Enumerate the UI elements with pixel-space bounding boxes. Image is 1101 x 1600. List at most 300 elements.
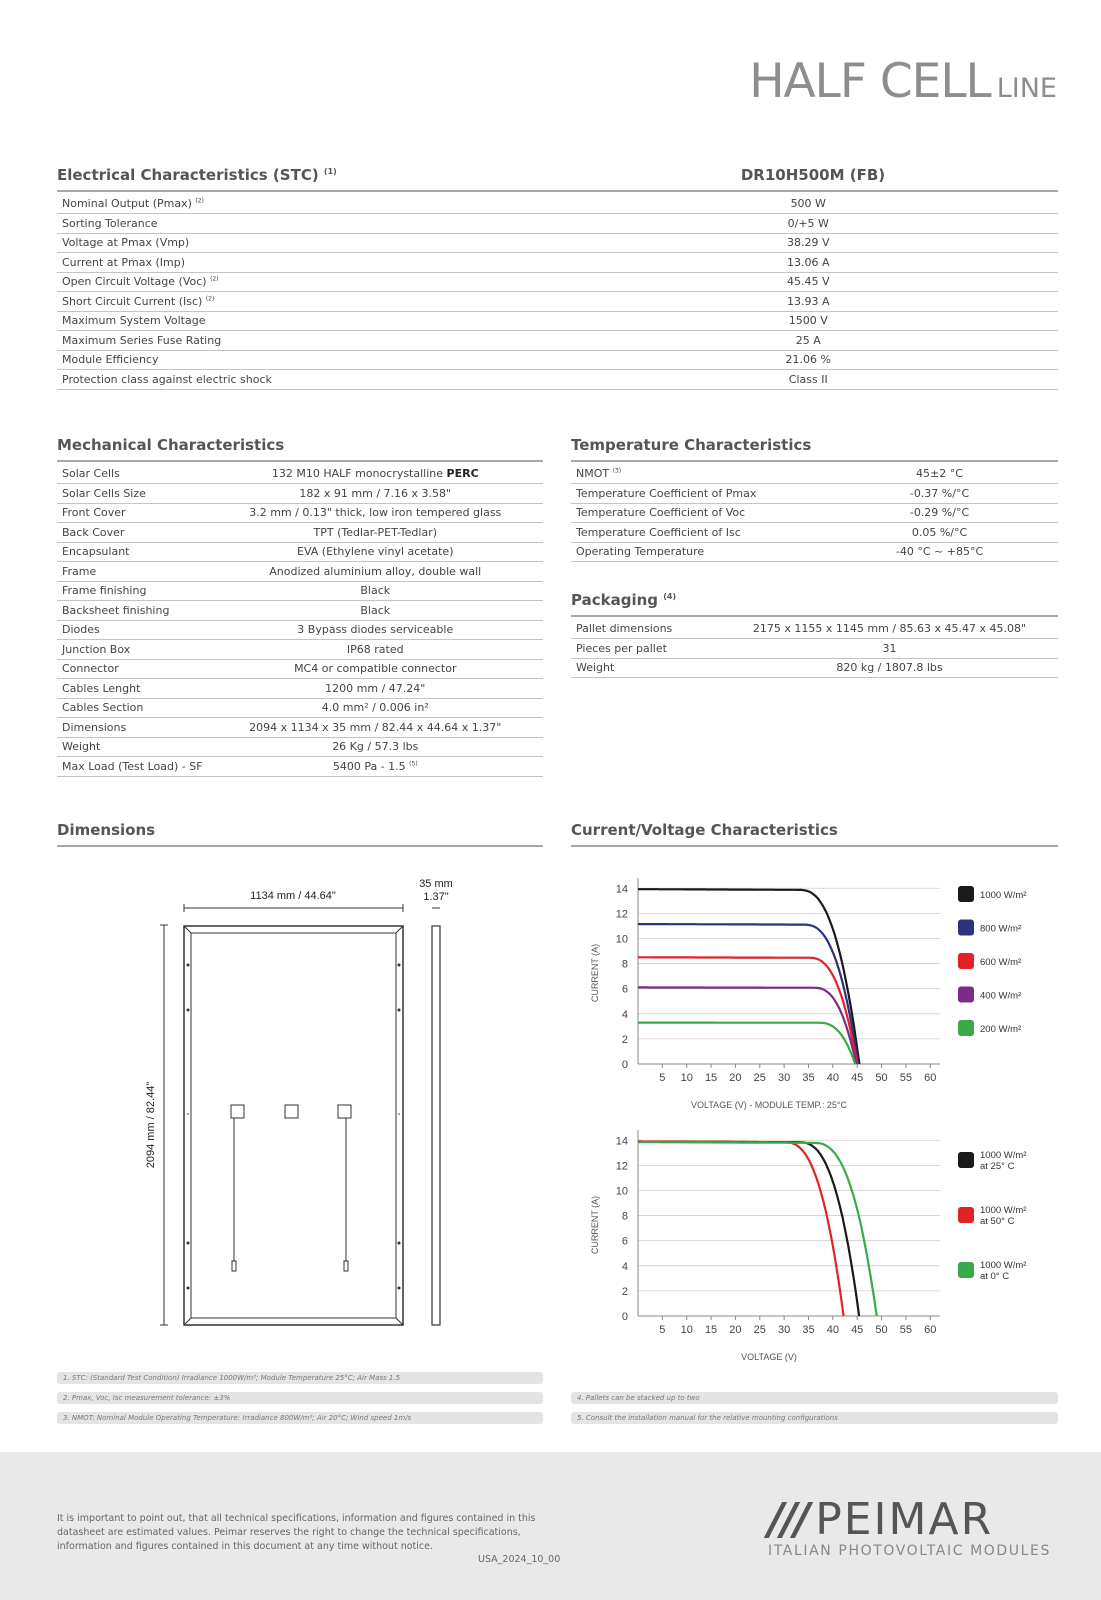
spec-label: Maximum System Voltage bbox=[62, 314, 206, 328]
spec-label: Pallet dimensions bbox=[576, 622, 673, 635]
spec-note: (2) bbox=[195, 197, 204, 205]
spec-label: Back Cover bbox=[62, 525, 125, 539]
x-tick-label: 35 bbox=[802, 1324, 815, 1336]
spec-row bbox=[571, 542, 1058, 562]
spec-label: Solar Cells Size bbox=[62, 486, 146, 500]
spec-value: 13.93 A bbox=[787, 294, 830, 308]
spec-value: Black bbox=[360, 584, 391, 598]
x-tick-label: 45 bbox=[851, 1324, 864, 1336]
spec-value-cell bbox=[208, 679, 543, 699]
spec-value-cell bbox=[721, 639, 1058, 659]
iv-title: Current/Voltage Characteristics bbox=[571, 821, 1058, 847]
legend-swatch bbox=[958, 1020, 974, 1036]
spec-value-cell bbox=[208, 659, 543, 679]
connector-left bbox=[232, 1261, 236, 1271]
notes-left bbox=[57, 1372, 543, 1432]
legend-swatch bbox=[958, 1207, 974, 1223]
spec-label: Maximum Series Fuse Rating bbox=[62, 333, 222, 347]
spec-label: NMOT bbox=[576, 467, 610, 480]
x-tick-label: 50 bbox=[875, 1072, 888, 1084]
spec-value-cell bbox=[559, 214, 1058, 234]
spec-value: 45±2 °C bbox=[916, 467, 963, 480]
packaging-table bbox=[571, 619, 1058, 678]
spec-label-cell bbox=[571, 503, 821, 523]
logo-tagline: ITALIAN PHOTOVOLTAIC MODULES bbox=[768, 1543, 1051, 1559]
spec-label: Diodes bbox=[62, 623, 100, 637]
spec-value-cell bbox=[559, 272, 1058, 292]
spec-value: MC4 or compatible connector bbox=[294, 662, 457, 676]
spec-value: 25 A bbox=[795, 333, 821, 347]
legend-swatch bbox=[958, 953, 974, 969]
spec-label-cell bbox=[57, 233, 559, 253]
iv-chart-irradiance bbox=[580, 872, 1060, 1114]
electrical-section bbox=[57, 166, 1058, 390]
spec-row bbox=[57, 292, 1058, 312]
footnote: 4. Pallets can be stacked up to two bbox=[571, 1392, 1058, 1404]
footnote: 3. NMOT: Nominal Module Operating Temperature: Irradiance 800W/m²; Air 20°C; Wind speed 1m/s bbox=[57, 1412, 543, 1424]
spec-label-cell bbox=[571, 484, 821, 504]
packaging-title: Packaging bbox=[571, 591, 658, 609]
spec-label: Short Circuit Current (Isc) bbox=[62, 294, 203, 308]
spec-value: 3 Bypass diodes serviceable bbox=[297, 623, 454, 637]
x-tick-label: 20 bbox=[729, 1072, 742, 1084]
spec-label-cell bbox=[571, 542, 821, 562]
legend-label: 200 W/m² bbox=[980, 1024, 1022, 1035]
spec-label-cell bbox=[57, 601, 208, 621]
legend-label-sub: at 0° C bbox=[980, 1271, 1010, 1282]
spec-value: 45.45 V bbox=[787, 275, 830, 289]
junction-box-left bbox=[231, 1105, 244, 1118]
series-line bbox=[638, 987, 856, 1064]
spec-value-cell bbox=[559, 331, 1058, 351]
spec-value: EVA (Ethylene vinyl acetate) bbox=[297, 545, 454, 559]
x-tick-label: 30 bbox=[778, 1324, 791, 1336]
spec-row bbox=[571, 523, 1058, 543]
packaging-section bbox=[571, 591, 1058, 678]
y-axis-label: CURRENT (A) bbox=[590, 1195, 600, 1255]
spec-label: Pieces per pallet bbox=[576, 641, 667, 655]
iv-chart-irradiance-svg bbox=[580, 872, 1060, 1110]
spec-label: Cables Section bbox=[62, 701, 144, 715]
series-line bbox=[638, 1142, 844, 1317]
y-tick-label: 8 bbox=[621, 1210, 628, 1223]
spec-value-cell bbox=[208, 601, 543, 621]
spec-value-cell bbox=[559, 253, 1058, 273]
spec-row bbox=[57, 370, 1058, 390]
spec-label-cell bbox=[57, 737, 208, 757]
spec-row bbox=[571, 464, 1058, 484]
spec-value: 1200 mm / 47.24" bbox=[325, 681, 426, 695]
logo-text: PEIMAR bbox=[815, 1494, 994, 1545]
frame-corner bbox=[396, 926, 403, 933]
spec-label: Weight bbox=[576, 661, 615, 675]
page-header bbox=[749, 54, 1057, 109]
legend-label-sub: at 50° C bbox=[980, 1216, 1015, 1227]
spec-label: Nominal Output (Pmax) bbox=[62, 197, 192, 210]
spec-label-cell bbox=[57, 679, 208, 699]
spec-value-cell bbox=[208, 718, 543, 738]
frame-corner bbox=[396, 1318, 403, 1325]
module-drawing bbox=[130, 868, 470, 1342]
legend-swatch bbox=[958, 1152, 974, 1168]
spec-label: Sorting Tolerance bbox=[62, 216, 158, 230]
mounting-holes bbox=[187, 964, 401, 1290]
spec-row bbox=[57, 194, 1058, 214]
spec-label-cell bbox=[57, 292, 559, 312]
spec-value: Class II bbox=[788, 372, 828, 386]
spec-row bbox=[57, 698, 543, 718]
frame-corner bbox=[184, 926, 191, 933]
x-tick-label: 55 bbox=[899, 1072, 913, 1084]
spec-label-cell bbox=[57, 370, 559, 390]
spec-value-cell bbox=[208, 620, 543, 640]
y-tick-label: 10 bbox=[615, 933, 628, 946]
y-tick-label: 4 bbox=[621, 1260, 628, 1273]
spec-value-cell bbox=[208, 523, 543, 543]
spec-label-cell bbox=[57, 331, 559, 351]
module-frame-inner bbox=[191, 933, 396, 1318]
packaging-header bbox=[571, 591, 1058, 617]
spec-row bbox=[57, 503, 543, 523]
model-name: DR10H500M (FB) bbox=[740, 166, 886, 184]
depth-label-mm: 35 mm bbox=[419, 878, 453, 890]
x-tick-label: 50 bbox=[875, 1324, 888, 1336]
module-frame-outer bbox=[184, 926, 403, 1325]
spec-label: Weight bbox=[62, 740, 101, 754]
spec-label: Connector bbox=[62, 662, 119, 676]
legend-label: 400 W/m² bbox=[980, 990, 1022, 1002]
series-line bbox=[638, 957, 857, 1064]
spec-value: 3.2 mm / 0.13" thick, low iron tempered glass bbox=[249, 506, 502, 520]
spec-label-cell bbox=[57, 698, 208, 718]
spec-value: TPT (Tedlar-PET-Tedlar) bbox=[313, 525, 438, 539]
x-tick-label: 40 bbox=[826, 1324, 839, 1336]
iv-chart-temperature bbox=[580, 1124, 1060, 1366]
spec-label-cell bbox=[571, 619, 721, 639]
spec-value-cell bbox=[559, 194, 1058, 214]
spec-row bbox=[57, 253, 1058, 273]
footnote: 2. Pmax, Voc, Isc measurement tolerance: ±3% bbox=[57, 1392, 543, 1404]
legend-swatch bbox=[958, 886, 974, 902]
spec-row bbox=[57, 757, 543, 777]
spec-row bbox=[57, 640, 543, 660]
spec-value-cell bbox=[208, 542, 543, 562]
dimensions-title: Dimensions bbox=[57, 821, 543, 847]
x-tick-label: 40 bbox=[826, 1072, 839, 1084]
spec-label-cell bbox=[571, 658, 721, 678]
electrical-header bbox=[57, 166, 1058, 192]
dimensions-section bbox=[57, 821, 543, 847]
spec-value-cell bbox=[821, 484, 1058, 504]
x-tick-label: 45 bbox=[851, 1072, 864, 1084]
height-label: 2094 mm / 82.44" bbox=[145, 1081, 157, 1169]
spec-label-cell bbox=[57, 253, 559, 273]
spec-label-cell bbox=[57, 484, 208, 504]
spec-value-cell bbox=[559, 370, 1058, 390]
spec-value-cell bbox=[208, 581, 543, 601]
peimar-logo bbox=[768, 1494, 1058, 1559]
spec-label-cell bbox=[57, 194, 559, 214]
spec-label: Temperature Coefficient of Pmax bbox=[576, 486, 757, 500]
temperature-title: Temperature Characteristics bbox=[571, 436, 1058, 462]
mechanical-table bbox=[57, 464, 543, 777]
spec-row bbox=[57, 718, 543, 738]
spec-value-cell bbox=[208, 464, 543, 484]
header-title: HALF CELL bbox=[749, 54, 991, 109]
module-side-profile bbox=[432, 926, 440, 1325]
y-tick-label: 10 bbox=[615, 1185, 628, 1198]
junction-box-right bbox=[338, 1105, 351, 1118]
spec-row bbox=[571, 503, 1058, 523]
temperature-table bbox=[571, 464, 1058, 562]
spec-row bbox=[571, 484, 1058, 504]
spec-label: Junction Box bbox=[62, 642, 131, 656]
depth-label-in: 1.37" bbox=[423, 891, 449, 903]
y-tick-label: 12 bbox=[615, 1160, 628, 1173]
legend-swatch bbox=[958, 1262, 974, 1278]
spec-value: -0.29 %/°C bbox=[909, 506, 970, 520]
spec-value: 5400 Pa - 1.5 bbox=[332, 759, 406, 773]
spec-row bbox=[57, 581, 543, 601]
iv-section bbox=[571, 821, 1058, 847]
footnote: 5. Consult the installation manual for the relative mounting configurations bbox=[571, 1412, 1058, 1424]
legend-swatch bbox=[958, 920, 974, 936]
x-tick-label: 5 bbox=[659, 1072, 666, 1084]
spec-value: 21.06 % bbox=[785, 353, 831, 367]
y-tick-label: 0 bbox=[621, 1059, 628, 1071]
spec-row bbox=[57, 350, 1058, 370]
x-axis-label: VOLTAGE (V) - MODULE TEMP.: 25°C bbox=[691, 1100, 847, 1110]
footer-disclaimer: It is important to point out, that all technical specifications, information and figures contained in this datasheet are estimated values. Peimar reserves the right to change the technical specifications, information and figures contained in this document at any time without notice. bbox=[57, 1513, 536, 1552]
electrical-title: Electrical Characteristics (STC) bbox=[57, 166, 319, 184]
spec-value: IP68 rated bbox=[346, 642, 404, 656]
spec-note: (2) bbox=[205, 295, 215, 303]
spec-value-cell bbox=[821, 464, 1058, 484]
spec-row bbox=[57, 272, 1058, 292]
spec-value-cell bbox=[821, 503, 1058, 523]
legend-label: 800 W/m² bbox=[980, 923, 1022, 935]
spec-value: 4.0 mm² / 0.006 in² bbox=[321, 701, 429, 715]
spec-row bbox=[57, 331, 1058, 351]
spec-label: Solar Cells bbox=[62, 467, 120, 480]
legend-label: 600 W/m² bbox=[980, 957, 1022, 968]
spec-label: Protection class against electric shock bbox=[62, 372, 272, 386]
spec-value-cell bbox=[721, 619, 1058, 639]
spec-value: 26 Kg / 57.3 lbs bbox=[332, 740, 419, 754]
legend-label: 1000 W/m² bbox=[980, 1205, 1027, 1216]
x-tick-label: 35 bbox=[802, 1072, 815, 1084]
x-tick-label: 55 bbox=[899, 1324, 913, 1336]
spec-label-cell bbox=[57, 350, 559, 370]
spec-label: Current at Pmax (Imp) bbox=[62, 255, 185, 269]
x-tick-label: 25 bbox=[753, 1072, 766, 1084]
spec-label-cell bbox=[57, 523, 208, 543]
spec-row bbox=[571, 619, 1058, 639]
footnote: 1. STC: (Standard Test Condition) Irradiance 1000W/m²; Module Temperature 25°C; Air Mass 1.5 bbox=[57, 1372, 543, 1384]
legend-label: 1000 W/m² bbox=[980, 1260, 1027, 1271]
spec-value-cell bbox=[559, 292, 1058, 312]
spec-value-cell bbox=[559, 311, 1058, 331]
spec-label: Backsheet finishing bbox=[62, 603, 170, 617]
spec-value-cell bbox=[208, 484, 543, 504]
temperature-section bbox=[571, 436, 1058, 562]
spec-label-cell bbox=[571, 464, 821, 484]
connector-right bbox=[344, 1261, 348, 1271]
spec-label-cell bbox=[57, 757, 208, 777]
spec-value-cell bbox=[208, 503, 543, 523]
spec-label-cell bbox=[57, 214, 559, 234]
spec-row bbox=[57, 679, 543, 699]
spec-label-cell bbox=[57, 562, 208, 582]
spec-row bbox=[57, 233, 1058, 253]
y-tick-label: 6 bbox=[621, 1235, 628, 1248]
spec-value-cell bbox=[821, 523, 1058, 543]
frame-corner bbox=[184, 1318, 191, 1325]
spec-row bbox=[57, 214, 1058, 234]
spec-row bbox=[57, 659, 543, 679]
footer bbox=[0, 1452, 1101, 1600]
spec-label-cell bbox=[57, 311, 559, 331]
spec-label-cell bbox=[57, 620, 208, 640]
spec-value: 2175 x 1155 x 1145 mm / 85.63 x 45.47 x 45.08" bbox=[752, 622, 1027, 635]
iv-chart-temperature-svg bbox=[580, 1124, 1060, 1362]
spec-value: 500 W bbox=[790, 197, 826, 210]
spec-row bbox=[57, 562, 543, 582]
x-tick-label: 15 bbox=[704, 1072, 718, 1084]
y-tick-label: 4 bbox=[621, 1008, 628, 1021]
spec-label-cell bbox=[57, 718, 208, 738]
spec-label-cell bbox=[57, 542, 208, 562]
x-tick-label: 15 bbox=[704, 1324, 718, 1336]
spec-value-note: (5) bbox=[409, 760, 418, 768]
document-code: USA_2024_10_00 bbox=[478, 1554, 561, 1565]
spec-label: Encapsulant bbox=[62, 545, 130, 559]
spec-value: Anodized aluminium alloy, double wall bbox=[269, 564, 482, 578]
legend-label: 1000 W/m² bbox=[980, 890, 1027, 901]
spec-value-cell bbox=[208, 737, 543, 757]
spec-label: Open Circuit Voltage (Voc) bbox=[62, 275, 207, 289]
spec-value-cell bbox=[721, 658, 1058, 678]
spec-value: -40 °C ~ +85°C bbox=[895, 545, 984, 559]
logo-slashes: /// bbox=[768, 1494, 808, 1545]
electrical-title-note: (1) bbox=[323, 167, 337, 176]
spec-note: (3) bbox=[612, 467, 622, 475]
x-tick-label: 10 bbox=[680, 1324, 693, 1336]
width-label: 1134 mm / 44.64" bbox=[250, 890, 336, 902]
spec-label: Frame finishing bbox=[62, 584, 147, 598]
x-tick-label: 5 bbox=[659, 1324, 666, 1336]
spec-value: 0/+5 W bbox=[787, 216, 829, 230]
spec-row bbox=[57, 737, 543, 757]
x-tick-label: 25 bbox=[753, 1324, 766, 1336]
y-axis-label: CURRENT (A) bbox=[590, 943, 600, 1003]
spec-value: 0.05 %/°C bbox=[911, 525, 968, 539]
spec-row bbox=[571, 658, 1058, 678]
spec-value-cell bbox=[559, 350, 1058, 370]
spec-row bbox=[57, 311, 1058, 331]
spec-value-cell bbox=[208, 562, 543, 582]
spec-label-cell bbox=[57, 464, 208, 484]
series-line bbox=[638, 889, 859, 1064]
spec-value: 38.29 V bbox=[787, 236, 830, 250]
junction-box-center bbox=[285, 1105, 298, 1118]
spec-label-cell bbox=[571, 639, 721, 659]
header-subtitle: LINE bbox=[996, 73, 1057, 104]
spec-row bbox=[57, 523, 543, 543]
spec-value-cell bbox=[821, 542, 1058, 562]
spec-value-cell bbox=[208, 757, 543, 777]
series-line bbox=[638, 924, 858, 1064]
x-tick-label: 60 bbox=[924, 1324, 937, 1336]
y-tick-label: 14 bbox=[615, 883, 628, 896]
spec-row bbox=[57, 542, 543, 562]
y-tick-label: 2 bbox=[621, 1033, 628, 1046]
spec-value: Black bbox=[360, 603, 391, 617]
spec-value: 820 kg / 1807.8 lbs bbox=[836, 661, 943, 675]
spec-label: Front Cover bbox=[62, 506, 126, 520]
x-tick-label: 60 bbox=[924, 1072, 937, 1084]
spec-label: Temperature Coefficient of Isc bbox=[576, 525, 741, 539]
series-line bbox=[638, 1142, 859, 1317]
x-axis-label: VOLTAGE (V) bbox=[741, 1352, 797, 1362]
spec-label: Temperature Coefficient of Voc bbox=[576, 506, 746, 520]
spec-value: 31 bbox=[882, 641, 897, 655]
mechanical-section bbox=[57, 436, 543, 777]
spec-value: 2094 x 1134 x 35 mm / 82.44 x 44.64 x 1.37" bbox=[249, 720, 502, 734]
series-line bbox=[638, 1023, 855, 1064]
spec-note: (2) bbox=[210, 275, 219, 283]
legend-swatch bbox=[958, 987, 974, 1003]
spec-row bbox=[57, 620, 543, 640]
x-tick-label: 10 bbox=[680, 1072, 693, 1084]
y-tick-label: 12 bbox=[615, 908, 628, 921]
spec-row bbox=[57, 484, 543, 504]
spec-value-bold: PERC bbox=[446, 467, 479, 480]
spec-label-cell bbox=[57, 272, 559, 292]
spec-label-cell bbox=[57, 581, 208, 601]
spec-label-cell bbox=[57, 640, 208, 660]
y-tick-label: 2 bbox=[621, 1285, 628, 1298]
x-tick-label: 20 bbox=[729, 1324, 742, 1336]
spec-label-cell bbox=[57, 659, 208, 679]
spec-label: Dimensions bbox=[62, 720, 127, 734]
y-tick-label: 14 bbox=[615, 1135, 628, 1148]
spec-label: Frame bbox=[62, 564, 97, 578]
spec-label-cell bbox=[57, 503, 208, 523]
x-tick-label: 30 bbox=[778, 1072, 791, 1084]
spec-row bbox=[57, 464, 543, 484]
spec-label: Operating Temperature bbox=[576, 545, 705, 559]
packaging-title-note: (4) bbox=[663, 592, 677, 601]
spec-value-cell bbox=[208, 698, 543, 718]
spec-value: 1500 V bbox=[788, 314, 828, 328]
spec-value: 182 x 91 mm / 7.16 x 3.58" bbox=[299, 486, 452, 500]
spec-value: 13.06 A bbox=[787, 255, 830, 269]
y-tick-label: 6 bbox=[621, 983, 628, 996]
legend-label-sub: at 25° C bbox=[980, 1161, 1015, 1172]
spec-value: 132 M10 HALF monocrystalline bbox=[271, 467, 444, 480]
spec-label: Cables Lenght bbox=[62, 681, 141, 695]
y-tick-label: 0 bbox=[621, 1311, 628, 1323]
spec-value-cell bbox=[208, 640, 543, 660]
spec-row bbox=[571, 639, 1058, 659]
spec-label: Voltage at Pmax (Vmp) bbox=[62, 236, 190, 250]
notes-right bbox=[571, 1392, 1058, 1432]
spec-value-cell bbox=[559, 233, 1058, 253]
spec-label: Module Efficiency bbox=[62, 353, 159, 367]
spec-value: -0.37 %/°C bbox=[909, 486, 970, 500]
spec-label-cell bbox=[571, 523, 821, 543]
